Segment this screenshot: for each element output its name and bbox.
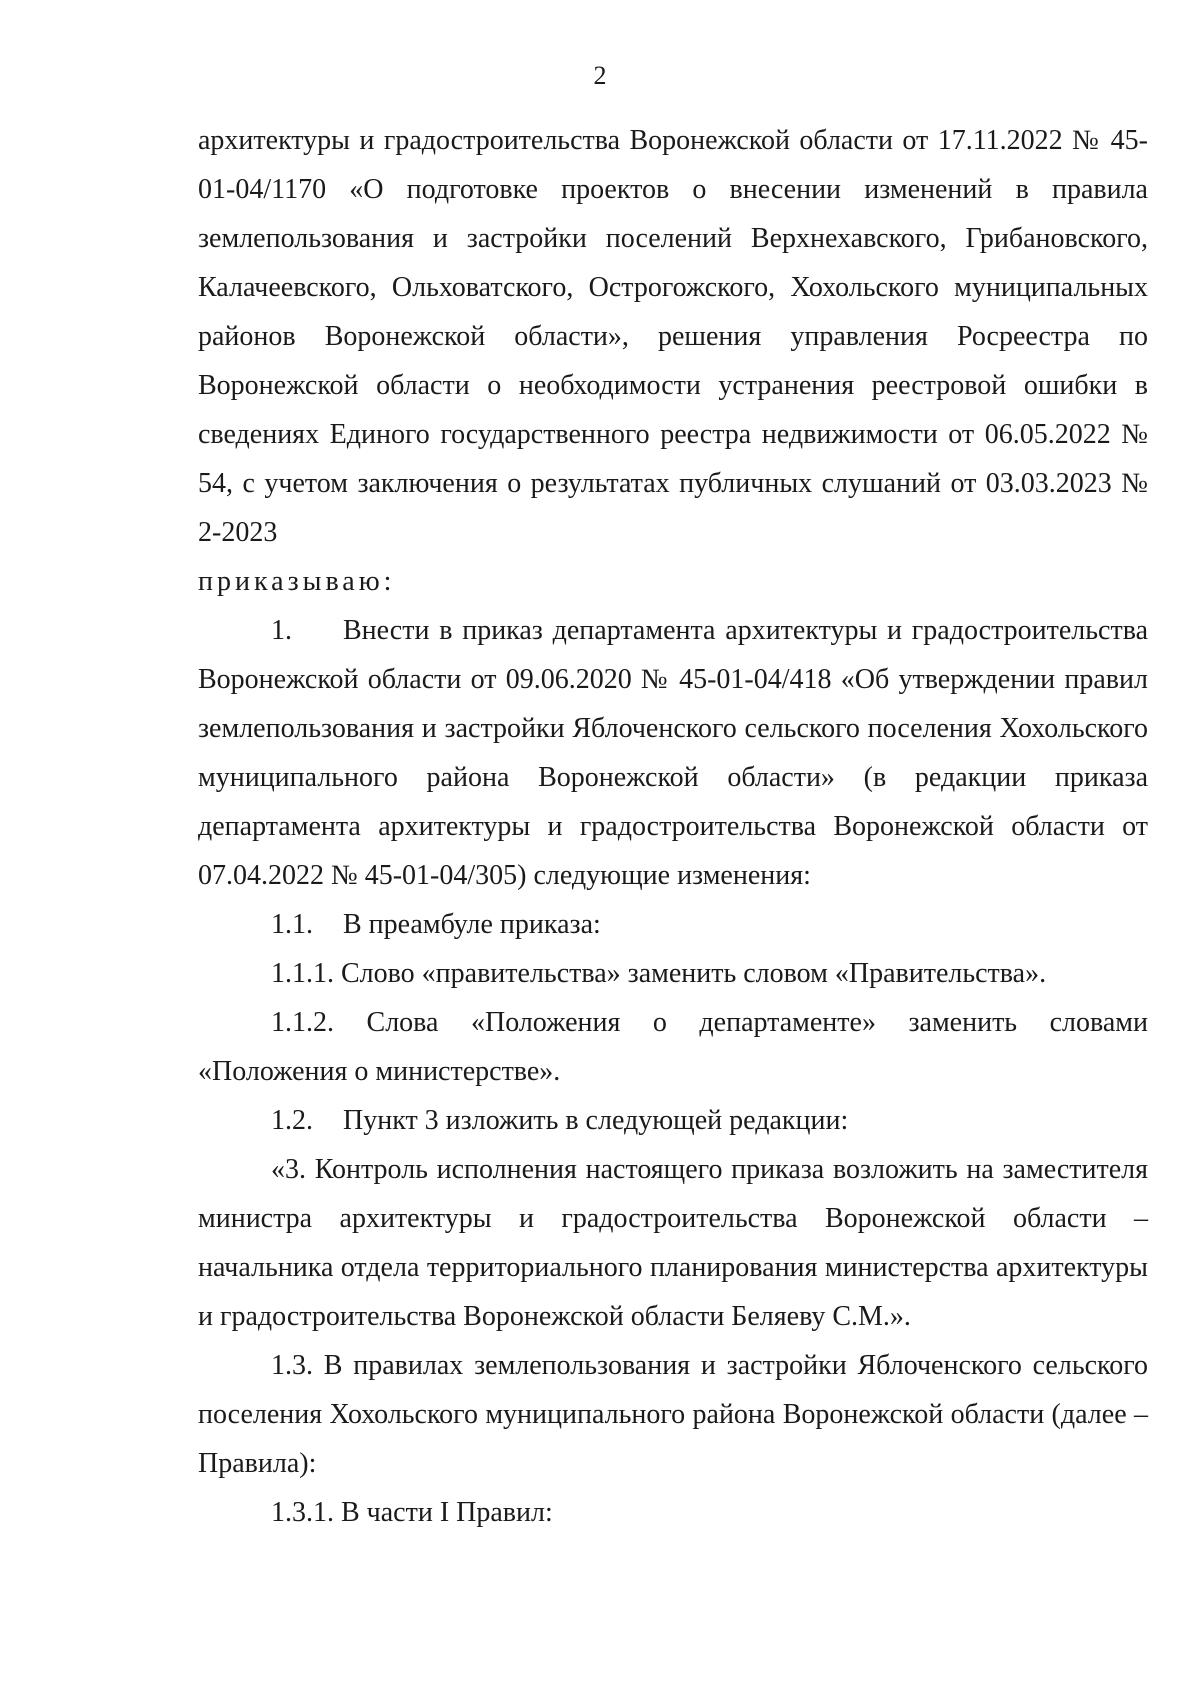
item-1-1-1: 1.1.1. Слово «правительства» заменить словом «Правительства». (271, 958, 1047, 989)
page-number: 2 (593, 61, 607, 90)
preamble-paragraph: архитектуры и градостроительства Воронежской области от 17.11.2022 № 45-01-04/1170 «О подготовке проектов о внесении изменений в правила землепользования и застройки поселений Верхнехавского, Грибановского, Калачеевского, Ольховатского, Острогожского, Хохольского муниципальных районов Воронежской области», решения управления Росреестра по Воронежской области о необходимости устранения реестровой ошибки в сведениях Единого государственного реестра недвижимости от 06.05.2022 № 54, с учетом заключения о результатах публичных слушаний от 03.03.2023 № 2-2023 (198, 125, 1148, 548)
item-1-2-quote: «3. Контроль исполнения настоящего приказа возложить на заместителя министра архитектуры и градостроительства Воронежской области – начальника отдела территориального планирования министерства архитектуры и градостроительства Воронежской области Беляеву С.М.». (198, 1154, 1148, 1332)
order-word: приказываю: (198, 566, 396, 597)
item-1-1-2: 1.1.2. Слова «Положения о департаменте» заменить словами «Положения о министерстве». (198, 1007, 1148, 1087)
item-1-2-number: 1.2. (271, 1105, 313, 1136)
item-1-3: 1.3. В правилах землепользования и застройки Яблоченского сельского поселения Хохольского муниципального района Воронежской области (далее – Правила): (198, 1350, 1148, 1479)
item-1 (198, 606, 1148, 900)
item-1-text: Внести в приказ департамента архитектуры и градостроительства Воронежской области от 09.06.2020 № 45-01-04/418 «Об утверждении правил землепользования и застройки Яблоченского сельского поселения Хохольского муниципального района Воронежской области» (в редакции приказа департамента архитектуры и градостроительства Воронежской области от 07.04.2022 № 45-01-04/305) следующие изменения: (198, 615, 1148, 891)
document-body (198, 116, 1148, 1537)
item-1-1-number: 1.1. (271, 909, 313, 940)
item-1-1 (198, 900, 1148, 949)
item-1-3-1: 1.3.1. В части I Правил: (271, 1497, 553, 1528)
item-1-1-text: В преамбуле приказа: (343, 909, 601, 940)
item-1-2-text: Пункт 3 изложить в следующей редакции: (343, 1105, 849, 1136)
item-1-number: 1. (271, 615, 292, 646)
item-1-2 (198, 1096, 1148, 1145)
